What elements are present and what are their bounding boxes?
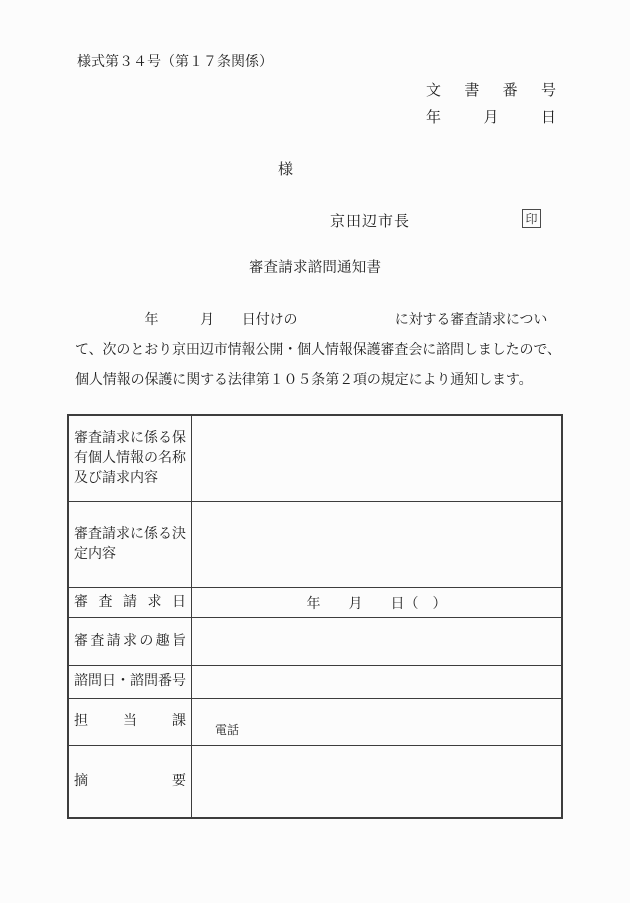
form-table bbox=[67, 414, 563, 819]
row-value-summary bbox=[192, 746, 561, 817]
body-line-2: て、次のとおり京田辺市情報公開・個人情報保護審査会に諮問しましたので、 bbox=[75, 343, 561, 358]
form-number: 様式第３４号（第１７条関係） bbox=[77, 55, 273, 70]
doc-date-label: 年月日 bbox=[426, 110, 556, 126]
row-value-department-phone: 電話 bbox=[192, 699, 561, 746]
recipient-honorific: 様 bbox=[278, 162, 294, 178]
sender-title: 京田辺市長 bbox=[330, 214, 411, 230]
row-label-held-info-name: 審査請求に係る保有個人情報の名称及び請求内容 bbox=[69, 416, 192, 502]
row-value-request-purpose bbox=[192, 618, 561, 666]
body-line-3: 個人情報の保護に関する法律第１０５条第２項の規定により通知します。 bbox=[75, 373, 533, 388]
row-label-request-purpose: 審査請求の趣旨 bbox=[69, 618, 192, 666]
row-value-held-info-name bbox=[192, 416, 561, 502]
body-line-1: 年 月 日付けの に対する審査請求につい bbox=[75, 313, 548, 328]
row-label-department: 担当課 bbox=[69, 699, 192, 746]
document-title: 審査請求諮問通知書 bbox=[248, 260, 382, 276]
row-value-request-date: 年 月 日（ ） bbox=[192, 588, 561, 618]
row-label-inquiry-date-number: 諮問日・諮問番号 bbox=[69, 666, 192, 699]
row-value-decision-content bbox=[192, 502, 561, 588]
row-label-decision-content: 審査請求に係る決定内容 bbox=[69, 502, 192, 588]
doc-number-label: 文書番号 bbox=[426, 83, 556, 99]
row-label-summary: 摘要 bbox=[69, 746, 192, 817]
row-value-inquiry-date-number bbox=[192, 666, 561, 699]
body-paragraph bbox=[75, 306, 565, 396]
doc-number-block bbox=[426, 78, 556, 132]
seal-mark: 印 bbox=[522, 209, 541, 228]
row-label-request-date: 審査請求日 bbox=[69, 588, 192, 618]
